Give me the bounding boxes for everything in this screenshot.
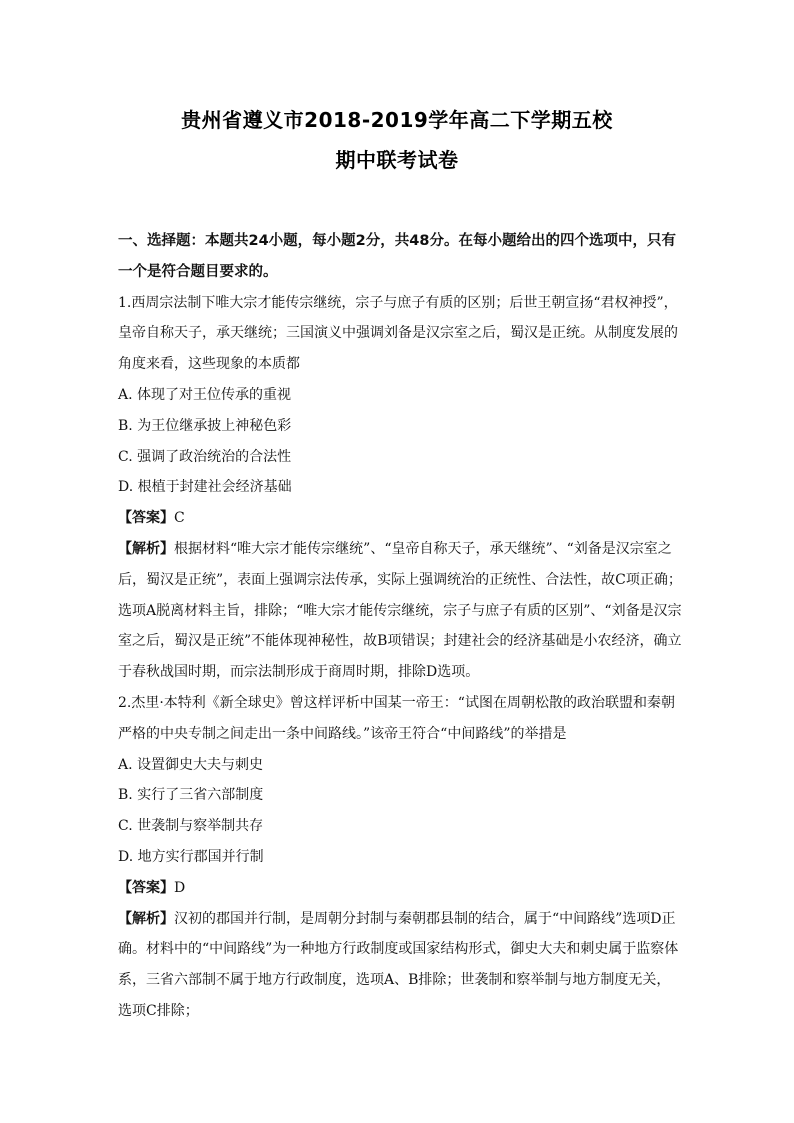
analysis-label: 【解析】 bbox=[118, 910, 174, 927]
option-a: A. 设置御史大夫与刺史 bbox=[118, 756, 264, 773]
answer-value: D bbox=[174, 879, 186, 896]
analysis-text: 根据材料“唯大宗才能传宗继统”、“皇帝自称天子，承天继统”、“刘备是汉宗室之后，蜀汉是正统”，表面上强调宗法传承，实际上强调统治的正统性、合法性，故C项正确；选项A脱离材料主旨，排除；“唯大宗才能传宗继统，宗子与庶子有质的区别”、“刘备是汉宗室之后，蜀汉是正统”不能体现神秘性，故B项错误；封建社会的经济基础是小农经济，确立于春秋战国时期，而宗法制形成于商周时期，排除D选项。 bbox=[118, 540, 682, 681]
question-1 bbox=[118, 288, 683, 688]
section-heading: 一、选择题：本题共24小题，每小题2分，共48分。在每小题给出的四个选项中，只有一个是符合题目要求的。 bbox=[118, 233, 676, 280]
option-b: B. 实行了三省六部制度 bbox=[118, 787, 264, 804]
analysis-paragraph bbox=[118, 904, 683, 1027]
analysis-text: 汉初的郡国并行制，是周朝分封制与秦朝郡县制的结合，属于“中间路线”选项D正确。材料中的“中间路线”为一种地方行政制度或国家结构形式，御史大夫和刺史属于监察体系，三省六部制不属于地方行政制度，选项A、B排除；世袭制和察举制与地方制度无关，选项C排除； bbox=[118, 910, 679, 1019]
answer-line bbox=[118, 873, 683, 904]
option-a: A. 体现了对王位传承的重视 bbox=[118, 386, 292, 403]
answer-label: 【答案】 bbox=[118, 879, 174, 896]
question-2 bbox=[118, 688, 683, 1027]
option-d: D. 根植于封建社会经济基础 bbox=[118, 479, 292, 496]
question-stem: 1.西周宗法制下唯大宗才能传宗继统，宗子与庶子有质的区别；后世王朝宣扬“君权神授”，皇帝自称天子，承天继统；三国演义中强调刘备是汉宗室之后，蜀汉是正统。从制度发展的角度来看，这些现象的本质都 bbox=[118, 294, 678, 373]
option-d: D. 地方实行郡国并行制 bbox=[118, 848, 264, 865]
answer-value: C bbox=[174, 510, 185, 527]
document-body bbox=[118, 226, 683, 1027]
question-stem: 2.杰里·本特利《新全球史》曾这样评析中国某一帝王：“试图在周朝松散的政治联盟和秦朝严格的中央专制之间走出一条中间路线。”该帝王符合“中间路线”的举措是 bbox=[118, 694, 675, 742]
answer-label: 【答案】 bbox=[118, 510, 174, 527]
answer-line bbox=[118, 503, 683, 534]
option-c: C. 世袭制与察举制共存 bbox=[118, 818, 264, 835]
option-c: C. 强调了政治统治的合法性 bbox=[118, 448, 292, 465]
document-title-line2: 期中联考试卷 bbox=[335, 148, 459, 172]
document-title-line1: 贵州省遵义市2018-2019学年高二下学期五校 bbox=[181, 108, 613, 132]
option-b: B. 为王位继承披上神秘色彩 bbox=[118, 417, 292, 434]
analysis-paragraph bbox=[118, 534, 683, 688]
analysis-label: 【解析】 bbox=[118, 540, 174, 557]
